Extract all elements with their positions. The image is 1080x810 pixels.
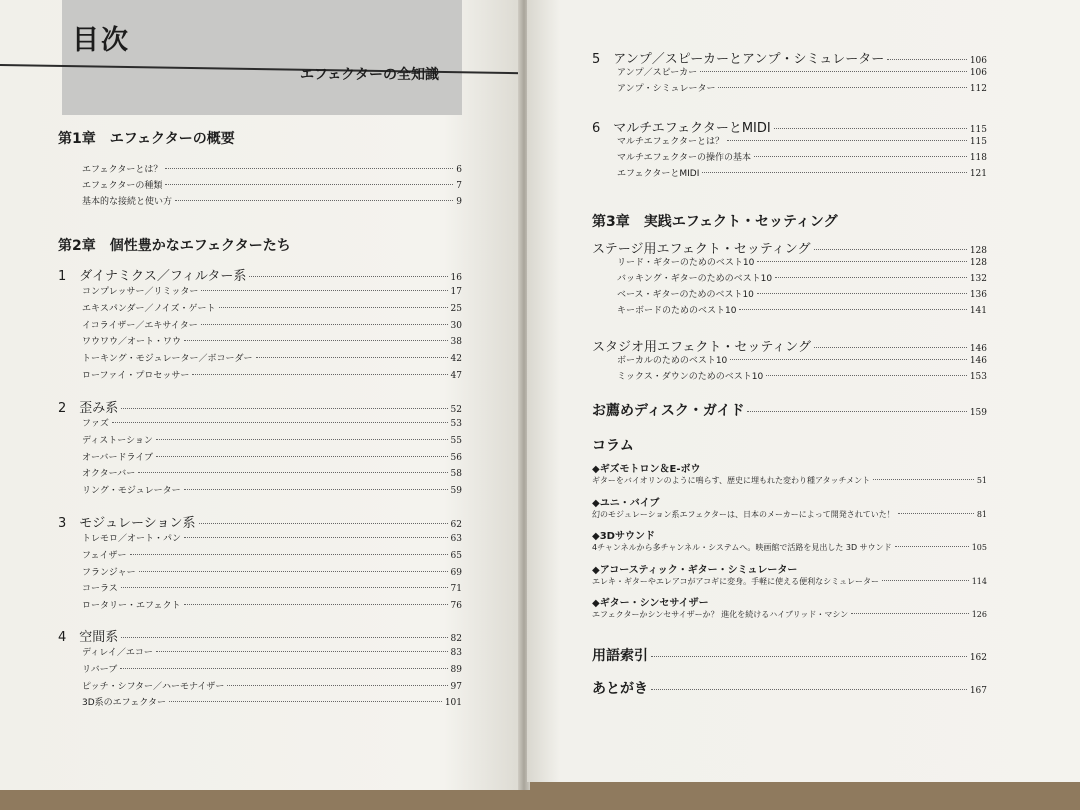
toc-entry-title: フランジャー (82, 567, 136, 578)
toc-entry-title: エフェクターとMIDI (617, 169, 700, 179)
toc-item[interactable] (617, 134, 987, 147)
toc-entry-title: ファズ (82, 419, 109, 429)
toc-entry-title: お薦めディスク・ガイド (592, 403, 745, 419)
dot-leader (814, 347, 967, 348)
column-desc-row (592, 609, 987, 620)
page-number: 71 (450, 584, 462, 595)
dot-leader (898, 513, 974, 514)
toc-entry-title: ディレイ／エコー (82, 648, 153, 658)
page-title: 目次 (72, 25, 130, 56)
toc-item[interactable] (82, 178, 462, 191)
column-title: ◆ギズモトロン＆E-ボウ (592, 464, 701, 475)
dot-leader (156, 456, 448, 457)
toc-item[interactable] (617, 166, 987, 179)
page-number: 30 (450, 320, 462, 331)
dot-leader (156, 651, 448, 652)
dot-leader (201, 290, 447, 291)
toc-item[interactable] (82, 194, 462, 207)
toc-item[interactable] (82, 565, 462, 578)
dot-leader (192, 374, 447, 375)
toc-entry-title: エキスパンダー／ノイズ・ゲート (82, 303, 216, 314)
toc-entry-title: エフェクターとは？ (82, 165, 163, 175)
dot-leader (112, 422, 448, 423)
page-number: 25 (450, 303, 462, 314)
toc-section-2[interactable] (58, 397, 462, 416)
dot-leader (227, 685, 447, 686)
toc-entry-title: マルチエフェクターの操作の基本 (617, 153, 752, 163)
toc-entry-title: イコライザー／エキサイター (82, 320, 198, 331)
column-desc-row (592, 509, 987, 520)
column-title: ◆ユニ・バイブ (592, 497, 660, 509)
page-number: 128 (969, 258, 987, 268)
page-number: 38 (450, 337, 462, 348)
toc-item[interactable] (617, 287, 987, 300)
column-description: 4チャンネルから多チャンネル・システムへ。映画館で活路を見出した 3D サウンド (592, 543, 892, 552)
page-number: 146 (969, 344, 987, 354)
toc-entry-title: オーバードライブ (82, 452, 154, 463)
toc-entry-title: 3D系のエフェクター (82, 698, 167, 709)
column-description: エフェクターかシンセサイザーか？ 進化を続けるハイブリッド・マシン (592, 610, 849, 619)
page-number: 114 (971, 576, 987, 586)
toc-item[interactable] (82, 334, 462, 347)
column-description: 幻のモジュレーション系エフェクターは、日本のメーカーによって開発されていた！ (592, 509, 895, 519)
chapter-1-heading: 第1章 エフェクターの概要 (58, 131, 235, 147)
left-page (0, 0, 522, 790)
dot-leader (175, 200, 453, 201)
toc-item[interactable] (82, 645, 462, 658)
column-description: エレキ・ギターやエレアコがアコギに変身。手軽に使える便利なシミュレーター (592, 576, 879, 586)
toc-entry-title: 基本的な接続と使い方 (82, 197, 173, 207)
toc-item[interactable] (617, 65, 987, 78)
page-number: 132 (969, 274, 987, 284)
toc-entry-title: ミックス・ダウンのためのベスト10 (617, 372, 764, 382)
page-number: 58 (450, 469, 462, 480)
toc-entry-title: 6 マルチエフェクターとMIDI (592, 121, 771, 136)
toc-item[interactable] (617, 369, 987, 382)
dot-leader (651, 689, 967, 690)
dot-leader (165, 184, 453, 185)
dot-leader (199, 523, 448, 524)
dot-leader (774, 128, 967, 129)
page-number: 65 (450, 550, 462, 561)
dot-leader (121, 587, 448, 588)
page-number: 55 (450, 435, 462, 446)
page-number: 17 (450, 287, 462, 297)
dot-leader (256, 357, 448, 358)
dot-leader (138, 472, 447, 473)
dot-leader (219, 307, 448, 308)
dot-leader (873, 479, 974, 480)
toc-entry-title: リード・ギターのためのベスト10 (617, 258, 755, 268)
dot-leader (651, 656, 967, 657)
dot-leader (184, 340, 448, 341)
toc-entry-title: 2 歪み系 (58, 401, 119, 416)
toc-entry-title: トーキング・モジュレーター／ボコーダー (82, 354, 253, 365)
chapter-2-heading: 第2章 個性豊かなエフェクターたち (58, 238, 291, 254)
toc-entry-title: エフェクターの種類 (82, 181, 163, 191)
page-number: 89 (450, 664, 462, 675)
column-title: ◆アコースティック・ギター・シミュレーター (592, 564, 798, 576)
toc-entry-title: フェイザー (82, 550, 127, 561)
toc-entry-title: ステージ用エフェクト・セッティング (592, 242, 811, 257)
dot-leader (139, 571, 448, 572)
chapter-3-heading: 第3章 実践エフェクト・セッティング (592, 214, 838, 230)
dot-leader (702, 172, 966, 173)
page-number: 51 (976, 476, 987, 485)
toc-item[interactable] (82, 416, 462, 429)
dot-leader (121, 637, 447, 638)
toc-item[interactable] (82, 483, 462, 496)
page-subtitle: エフェクターの全知識 (300, 67, 440, 83)
dot-leader (249, 276, 447, 277)
toc-entry-title: ピッチ・シフター／ハーモナイザー (82, 681, 225, 692)
column-title: ◆ギター・シンセサイザー (592, 598, 709, 609)
toc-entry-title: オクターバー (82, 469, 136, 480)
dot-leader (700, 71, 967, 72)
toc-entry-title: アンプ・シミュレーター (617, 84, 716, 94)
dot-leader (887, 59, 967, 60)
toc-item[interactable] (82, 318, 462, 331)
page-number: 76 (450, 601, 462, 612)
dot-leader (156, 439, 448, 440)
toc-item[interactable] (617, 353, 987, 366)
dot-leader (184, 537, 448, 538)
toc-item[interactable] (82, 351, 462, 364)
dot-leader (747, 411, 966, 412)
toc-item[interactable] (617, 150, 987, 163)
page-number: 146 (969, 356, 987, 366)
page-number: 97 (450, 681, 462, 692)
right-page (527, 0, 1080, 782)
toc-item[interactable] (617, 271, 987, 284)
toc-entry-title: トレモロ／オート・パン (82, 534, 182, 544)
page-number: 112 (969, 84, 987, 94)
page-number: 136 (969, 290, 987, 300)
toc-item[interactable] (82, 548, 462, 561)
toc-entry-title: 用語索引 (592, 648, 648, 664)
toc-item[interactable] (82, 162, 462, 175)
toc-item[interactable] (82, 679, 462, 692)
page-number: 82 (450, 634, 462, 644)
dot-leader (757, 261, 966, 262)
page-number: 106 (969, 68, 987, 78)
page-number: 105 (971, 543, 987, 552)
toc-disc-guide[interactable] (592, 400, 987, 420)
page-number: 7 (456, 181, 462, 191)
toc-section-3[interactable] (58, 512, 462, 531)
toc-entry-title: コーラス (82, 584, 118, 595)
page-number: 83 (450, 648, 462, 658)
page-number: 47 (450, 371, 462, 381)
column-item[interactable] (592, 561, 987, 576)
page-number: 167 (969, 686, 987, 696)
page-number: 128 (969, 246, 987, 256)
dot-leader (130, 554, 448, 555)
page-number: 115 (969, 125, 987, 135)
toc-entry-title: キーボードのためのベスト10 (617, 306, 737, 316)
toc-entry-title: リバーブ (82, 664, 118, 675)
toc-item[interactable] (82, 368, 462, 381)
page-number: 59 (450, 486, 462, 497)
dot-leader (184, 489, 448, 490)
column-item[interactable] (592, 494, 987, 509)
toc-item[interactable] (617, 255, 987, 268)
page-number: 6 (456, 165, 462, 175)
page-number: 42 (450, 354, 462, 365)
toc-entry-title: あとがき (592, 681, 648, 697)
toc-entry-title: スタジオ用エフェクト・セッティング (592, 340, 812, 355)
page-number: 69 (450, 567, 462, 578)
toc-entry-title: 4 空間系 (58, 630, 119, 645)
toc-section-4[interactable] (58, 626, 462, 645)
column-title: ◆3Dサウンド (592, 531, 655, 542)
page-number: 121 (969, 169, 987, 179)
page-number: 81 (976, 509, 987, 519)
toc-entry-title: ベース・ギターのためのベスト10 (617, 290, 754, 300)
toc-entry-title: 1 ダイナミクス／フィルター系 (58, 269, 247, 284)
toc-entry-title: 5 アンプ／スピーカーとアンプ・シミュレーター (592, 52, 885, 67)
page-number: 141 (969, 306, 987, 316)
column-desc-row (592, 475, 987, 486)
toc-item[interactable] (82, 433, 462, 446)
dot-leader (201, 324, 448, 325)
toc-entry-title: ディストーション (82, 435, 153, 446)
dot-leader (718, 87, 966, 88)
dot-leader (120, 668, 447, 669)
toc-glossary[interactable] (592, 645, 987, 665)
toc-entry-title: ローファイ・プロセッサー (82, 371, 190, 381)
toc-entry-title: コンプレッサー／リミッター (82, 287, 199, 297)
page-number: 101 (444, 698, 462, 709)
dot-leader (766, 375, 967, 376)
toc-entry-title: リング・モジュレーター (82, 486, 181, 497)
page-number: 153 (969, 372, 987, 382)
toc-entry-title: バッキング・ギターのためのベスト10 (617, 274, 773, 284)
page-number: 16 (450, 273, 462, 283)
toc-item[interactable] (617, 303, 987, 316)
column-heading: コラム (592, 438, 634, 454)
column-item[interactable] (592, 527, 987, 542)
toc-entry-title: 3 モジュレーション系 (58, 516, 196, 531)
toc-item[interactable] (82, 695, 462, 708)
page-number: 52 (450, 405, 462, 415)
dot-leader (730, 359, 967, 360)
toc-entry-title: ボーカルのためのベスト10 (617, 356, 728, 366)
column-description: ギターをバイオリンのように鳴らす、歴史に埋もれた変わり種アタッチメント (592, 476, 871, 485)
toc-item[interactable] (617, 81, 987, 94)
toc-entry-title: ロータリー・エフェクト (82, 601, 181, 612)
dot-leader (169, 701, 442, 702)
page-number: 9 (456, 197, 462, 207)
column-desc-row (592, 576, 987, 587)
page-number: 126 (971, 610, 987, 619)
page-number: 162 (969, 653, 987, 663)
page-number: 115 (969, 137, 987, 147)
toc-afterword[interactable] (592, 678, 987, 698)
toc-entry-title: アンプ／スピーカー (617, 68, 698, 78)
dot-leader (739, 309, 966, 310)
toc-section-1[interactable] (58, 265, 462, 284)
column-desc-row (592, 542, 987, 553)
page-number: 159 (969, 408, 987, 418)
dot-leader (165, 168, 453, 169)
dot-leader (727, 140, 967, 141)
dot-leader (882, 580, 969, 581)
dot-leader (121, 408, 447, 409)
toc-entry-title: マルチエフェクターとは？ (617, 137, 725, 147)
page-number: 62 (450, 520, 462, 530)
toc-entry-title: ワウワウ／オート・ワウ (82, 337, 182, 348)
toc-item[interactable] (82, 531, 462, 544)
column-item[interactable] (592, 460, 987, 475)
toc-item[interactable] (82, 662, 462, 675)
toc-item[interactable] (82, 598, 462, 611)
dot-leader (895, 546, 969, 547)
page-number: 63 (450, 534, 462, 544)
page-number: 56 (450, 452, 462, 463)
toc-item[interactable] (82, 450, 462, 463)
dot-leader (757, 293, 967, 294)
dot-leader (851, 613, 969, 614)
page-number: 53 (450, 419, 462, 429)
dot-leader (754, 156, 967, 157)
toc-item[interactable] (82, 581, 462, 594)
dot-leader (184, 604, 448, 605)
toc-item[interactable] (82, 466, 462, 479)
page-number: 118 (969, 153, 987, 163)
toc-item[interactable] (82, 301, 462, 314)
toc-item[interactable] (82, 284, 462, 297)
dot-leader (775, 277, 967, 278)
page-number: 106 (969, 56, 987, 66)
column-item[interactable] (592, 594, 987, 609)
dot-leader (814, 249, 967, 250)
